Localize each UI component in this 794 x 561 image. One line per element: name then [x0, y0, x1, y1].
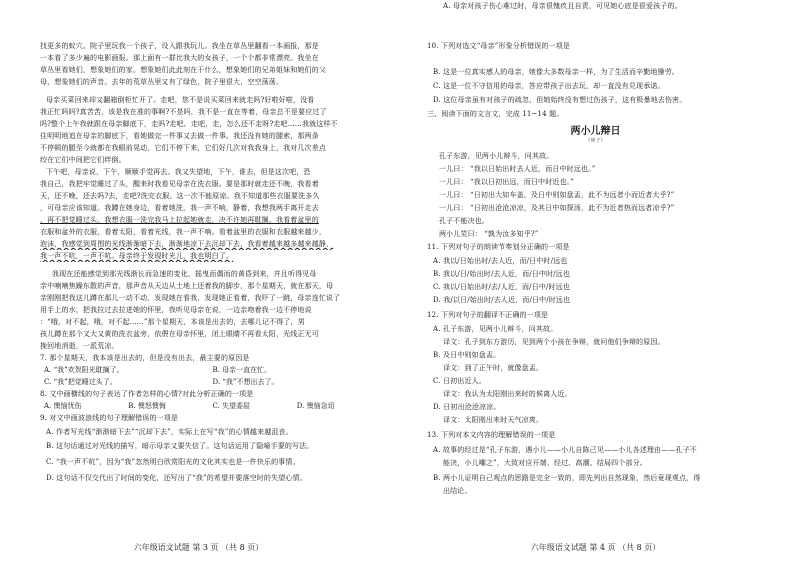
option-c[interactable]: C. “我一声不吭”，因为“我”忽然明白欣赏阳光的文化其实也是一件快乐的事情。 [46, 458, 300, 466]
classical-line: 孔子不能决也。 [439, 217, 490, 225]
option-c[interactable]: C. 日初出近人。 [433, 377, 486, 385]
question-9: 9. 对文中画波浪线的句子理解错误的一项是 [40, 414, 179, 422]
page-footer: 六年级语文试题 第 4 页 （共 8 页） [530, 543, 661, 552]
passage-line: 草丛里看她们，想象她们的家。想象她们此此刻在干什么，想象她们的兄弟姐妹和她们的父 [40, 66, 326, 74]
option-b[interactable]: B. 母亲一直在忙。 [212, 366, 272, 374]
passage-line: 衣服和盆外的衣服，看着太阳，看着光线，我一声不响。看着盆里的衣服和衣服越来越少， [40, 228, 326, 236]
option-a[interactable]: A. 母亲对孩子伤心难过时，母亲很愧疚且自责，可见她心底是很爱孩子的。 [443, 2, 682, 10]
page-footer: 六年级语文试题 第 3 页 （共 8 页） [133, 543, 264, 552]
passage-line: 吗?整个上午我就跟在母亲脚底下，走吗?走吧。走吧，走，怎么还不走呀?走吧……我就这样不 [40, 120, 338, 128]
passage-line: 天，还不晚，还去吗?去，走吧?洗完衣服。这一次不能原谅。我不知道那些衣服要洗多久 [40, 192, 320, 200]
passage-line: 孩儿蹲在那个又大又黄的洗衣盆旁，依偎在母亲怀里，闭上眼睛不再看太阳，光线正无可 [40, 330, 319, 338]
option-a[interactable]: A. 懊恼忧伤 [44, 402, 82, 410]
option-b[interactable]: B. 两小儿证明自己观点的思路是完全一致的，即先列出自然现象，然后竟现观点，得 [433, 474, 701, 482]
option-d[interactable]: D. “我”不想出去了。 [212, 378, 279, 386]
translation: 译文：太阳刚出来时天气凉爽。 [443, 416, 544, 424]
option-c[interactable]: C. “我”把觉睡过头了。 [44, 378, 117, 386]
option-d[interactable]: D. 我/以日/始出时/去人近，而/日中/时远也 [433, 296, 571, 304]
classical-line: 一儿曰： “日初出大如车盖，及日中则如盘盂，此不为远者小而近者大乎?” [439, 191, 675, 199]
question-8: 8. 文中画横线的句子表达了作者怎样的心情?对此分析正确的一项是 [40, 390, 254, 398]
question-11: 11. 下列对句子的朗读节奏划分正确的一项是 [427, 243, 570, 251]
translation: 译文：到了正午时，就像盘盂。 [443, 364, 544, 372]
option-a[interactable]: A. 作者写光线“渐渐暗下去”“沉却下去”，实际上在写“我”的心情越来越沮丧。 [46, 428, 293, 436]
question-7: 7. 那个星期天，我本该是出去的，但是没有出去，最主要的原因是 [40, 354, 250, 362]
option-a-continued: 能决，小儿嘲之”，大致对应开端、经过、高潮、结局四个部分。 [443, 459, 647, 467]
option-b[interactable]: B. 这是一位真实感人的母亲，她像大多数母亲一样，为了生活而辛勤地操劳。 [433, 68, 679, 76]
underlined-sentence: ，再不把觉睡过头。我想衣服一洗完我马上拉起她就走，决不许她再耽搁。我看着盆里的 [40, 216, 319, 224]
passage-line: 母，想象她们的声音。去年的荒草丛里又有了绿色，院子里很大，空空荡荡。 [40, 78, 284, 86]
passage-line: 亲中喃喃焦躁东散的声音，那声音从天边从土地上还着我的脚步，那个星期天，就在那天，母 [40, 282, 334, 290]
option-a[interactable]: A. 我以/日始出时/去人近，而/日中时/远也 [433, 257, 568, 265]
question-10: 10. 下列对选文“母亲”形象分析错误的一项是 [427, 42, 570, 50]
passage-line: 用手上的水，把我拉过去拉进她的怀里，我听见母亲在说，一边亲吻着我一边不停地说 [40, 306, 312, 314]
classical-line: 两小儿笑曰： “孰为汝多知乎?” [439, 230, 539, 238]
question-7-options-row1 [44, 364, 381, 376]
passage-line: 我正忙吗吗?真苦苦，该是我在准的事啊?不是吗，我不是一直在等着，母亲总不是要应过了 [40, 108, 327, 116]
wavy-underlined-sentence: 泡沫，我感觉到周围的光线渐渐暗下去，渐渐地凉下去沉却下去，我看着越来越多越来越静， [40, 240, 334, 248]
translation: 译文：孔子到东方游历，见到两个小孩在争辩，就问他们争辩的原因。 [443, 338, 665, 346]
passage-line: 我现在还能感觉到那光线渐长而急速的变化，摇曳而偶而的黄昏到来，并且听得见母 [52, 270, 317, 278]
classical-line: 一儿曰： “我以日初出远，而日中时近也。” [439, 178, 575, 186]
option-d[interactable]: D. 日初出沧沧凉凉。 [433, 403, 501, 411]
question-8-options [44, 400, 381, 412]
option-b[interactable]: B. 这句话通过对光线的描写，暗示母亲又要失信了。这句话运用了隐喻手要的写法。 [46, 442, 314, 450]
passage-line: ，可母亲应该知道。我蹲在她身边，看着她洗，我一声不响，静着，我想我两手离开走去 [40, 204, 319, 212]
passage-line: 我自己，我把牢觉睡过了头，醒来时我看见母亲在洗衣服。要是那时就走还不晚，我看着 [40, 180, 319, 188]
passage-line: 找更多的蚁穴。院子里玩我一个孩子，设入跟我玩儿。我坐在草丛里翻看一本画报，那是 [40, 42, 319, 50]
exam-page-4 [397, 0, 794, 561]
option-c[interactable]: C. 这是一位不守信用的母亲，答应带孩子出去玩，却一直没有兑现承诺。 [433, 82, 665, 90]
passage-line: 母亲买菜回来却又翻箱倒柜忙开了。走吧，您不是说买菜回来就走吗?好啦好啦，没看 [46, 96, 315, 104]
passage-line: 绞在它们中间把它们绊倒。 [40, 156, 126, 164]
passage-line: 挽回地消逝，一派荒凉。 [40, 342, 119, 350]
option-d[interactable]: D. 这位母亲虽有对孩子的疏忽，但她始终没有想过伤孩子，这有极暴地去伤害。 [433, 96, 687, 104]
classical-line: 一儿曰： “我以日始出时去人近，而日中时远也。” [439, 165, 596, 173]
passage-line: 不停顿的腿至今就都在我眼前晃动，它们不停下来，它们好几次对我我身上，我对几次差点 [40, 144, 326, 152]
classical-text-title: 两小儿辩日 [570, 126, 621, 137]
question-7-options-row2 [44, 376, 381, 388]
option-d[interactable]: D. 懊恼急切 [296, 402, 335, 410]
question-13: 13. 下列对本文内容的理解错误的一项是 [427, 431, 556, 439]
option-a[interactable]: A. “我”欢贺阳光耽搁了。 [44, 366, 124, 374]
option-b-continued: 出结论。 [443, 487, 472, 495]
wavy-underlined-sentence: 我一声不吭，一声不吭。母亲终于发现时光儿，我也明白了。 [40, 252, 234, 260]
classical-line: 一儿曰： “日初出沧沧凉凉，及其日中如探汤，此不为近者热而远者凉乎?” [439, 204, 675, 212]
option-b[interactable]: B. 懊怒懊悔 [128, 402, 166, 410]
option-a[interactable]: A. 故事的经过是“孔子东游，遇小儿——小儿自陈己见——小儿各述理由——孔子不 [433, 446, 697, 454]
passage-line: 下午吧，母亲说，下午，顺顺手觉再去。我又失望地，下午，谁去，但是这次吧，恐 [46, 168, 311, 176]
passage-line: 一本看了多少遍的电影画报。那上面有一群比我大的女孩子，一个个都非常漂亮。我坐在 [40, 54, 319, 62]
passage-line: 亲刚刚把我这儿蹲在那儿一动不动，发现她在看我，发现她正看着，我吓了一跳，母亲连忙说了 [40, 294, 341, 302]
section-heading: 三、阅读下面的文言文，完成 11~14 题。 [427, 110, 564, 118]
option-b[interactable]: B. 我以/日/始出时/去人近，而/日中时/远也 [433, 270, 570, 278]
option-d[interactable]: D. 这句话不仅交代出了时间的变化，还写出了“我”的希望并要落空时的失望心情。 [46, 474, 307, 482]
option-c[interactable]: C. 我以/日始出时/去/人近，而/日中/时远也 [433, 283, 570, 291]
classical-line: 孔子东游，见两小儿辩斗，问其故。 [439, 152, 554, 160]
passage-line: ：“哦，对不起，哦，对不起……”那个星期天，本该是出去的，去哪儿记不得了，男 [40, 318, 305, 326]
classical-text-source: 《列子》 [585, 138, 606, 144]
translation: 译文：我认为太阳刚出来时的候离人近。 [443, 390, 572, 398]
option-a[interactable]: A. 孔子东游，见两小儿辩斗，问其故。 [433, 325, 558, 333]
option-b[interactable]: B. 及日中则如盘盂。 [433, 351, 501, 359]
passage-line: 住明明地追在母亲的脚底下，看她做完一件事又去做一件事。我还没有她的腿索，那两条 [40, 132, 319, 140]
option-c[interactable]: C. 失望委屈 [212, 402, 251, 410]
question-12: 12. 下列对句子的翻译不正确的一项是 [427, 311, 549, 319]
